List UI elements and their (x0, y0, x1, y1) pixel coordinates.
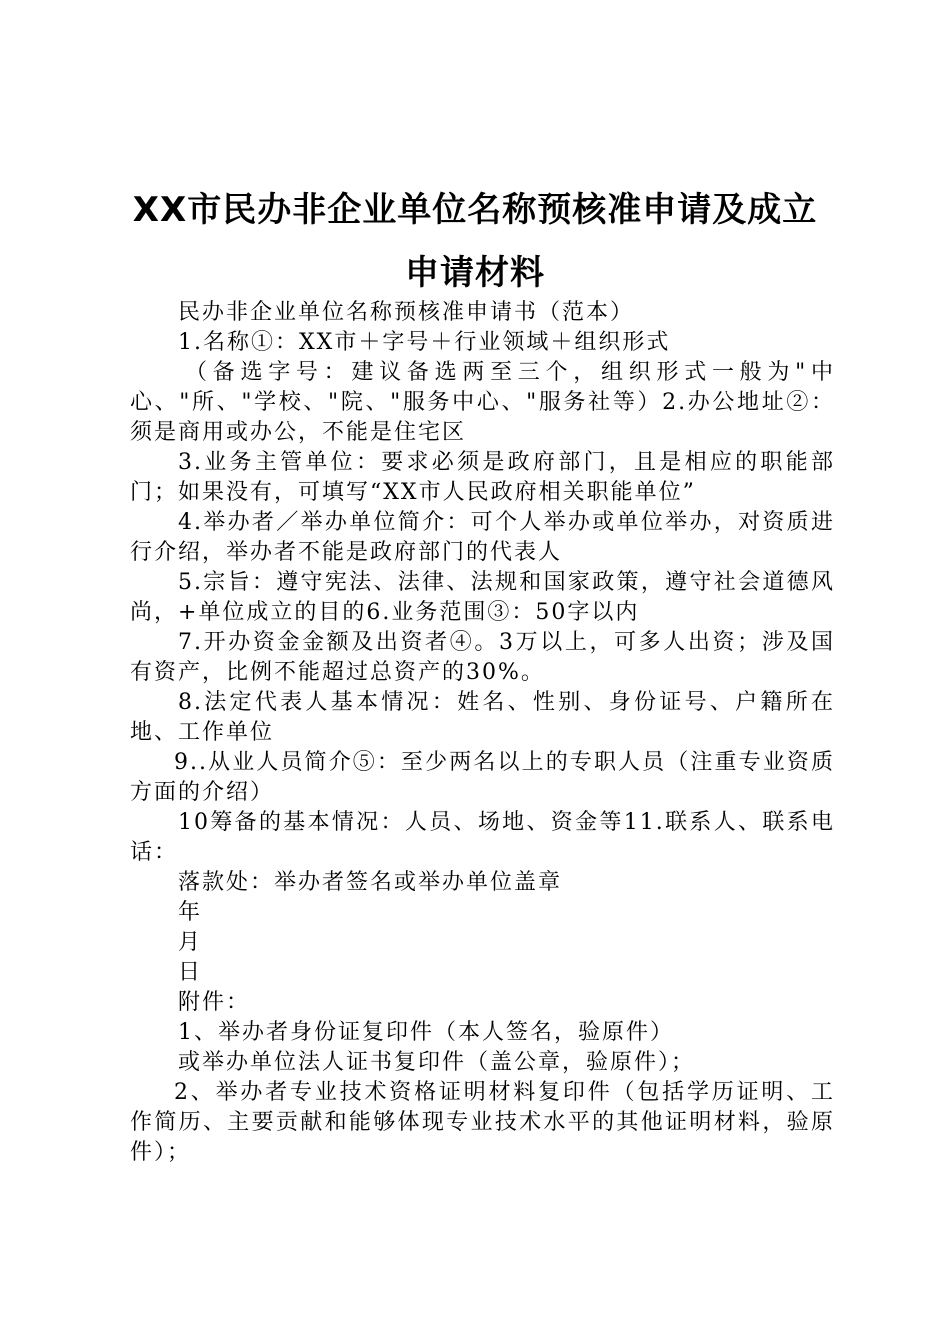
paragraph-item-5-purpose: 5.宗旨：遵守宪法、法律、法规和国家政策，遵守社会道德风尚，+单位成立的目的6.业务范围③：50字以内 (130, 570, 835, 625)
document-body (130, 298, 835, 1168)
paragraph-attachments-heading: 附件： (178, 990, 251, 1015)
paragraph-item-9-staff: 9..从业人员简介⑤：至少两名以上的专职人员（注重专业资质方面的介绍） (130, 750, 835, 805)
paragraph-alternate-names: （备选字号：建议备选两至三个，组织形式一般为"中心、"所、"学校、"院、"服务中心、"服务社等）2.办公地址②：须是商用或办公，不能是住宅区 (130, 360, 835, 445)
paragraph-item-4-founder: 4.举办者／举办单位简介：可个人举办或单位举办，对资质进行介绍，举办者不能是政府部门的代表人 (130, 510, 835, 565)
paragraph-item-7-funds: 7.开办资金金额及出资者④。3万以上，可多人出资；涉及国有资产，比例不能超过总资产的30%。 (130, 630, 835, 685)
paragraph-item-1-name: 1.名称①：XX市＋字号＋行业领域＋组织形式 (178, 330, 671, 355)
paragraph-item-3-supervisor: 3.业务主管单位：要求必须是政府部门，且是相应的职能部门；如果没有，可填写“XX市人民政府相关职能单位” (130, 450, 835, 505)
paragraph-item-8-representative: 8.法定代表人基本情况：姓名、性别、身份证号、户籍所在地、工作单位 (130, 690, 835, 745)
paragraph-month: 月 (178, 930, 203, 955)
paragraph-year: 年 (178, 900, 203, 925)
paragraph-attachment-1: 1、举办者身份证复印件（本人签名，验原件） (178, 1020, 674, 1045)
document-title-line-1: XX市民办非企业单位名称预核准申请及成立 (132, 190, 818, 230)
paragraph-form-heading: 民办非企业单位名称预核准申请书（范本） (178, 300, 635, 325)
paragraph-attachment-2: 2、举办者专业技术资格证明材料复印件（包括学历证明、工作简历、主要贡献和能够体现专业技术水平的其他证明材料，验原件）； (130, 1080, 835, 1165)
document-title-line-2: 申请材料 (405, 253, 545, 293)
paragraph-attachment-1-alt: 或举办单位法人证书复印件（盖公章，验原件）； (178, 1050, 696, 1075)
paragraph-signature: 落款处：举办者签名或举办单位盖章 (178, 870, 563, 895)
paragraph-day: 日 (178, 960, 203, 985)
paragraph-item-10-preparation: 10筹备的基本情况：人员、场地、资金等11.联系人、联系电话： (130, 810, 835, 865)
